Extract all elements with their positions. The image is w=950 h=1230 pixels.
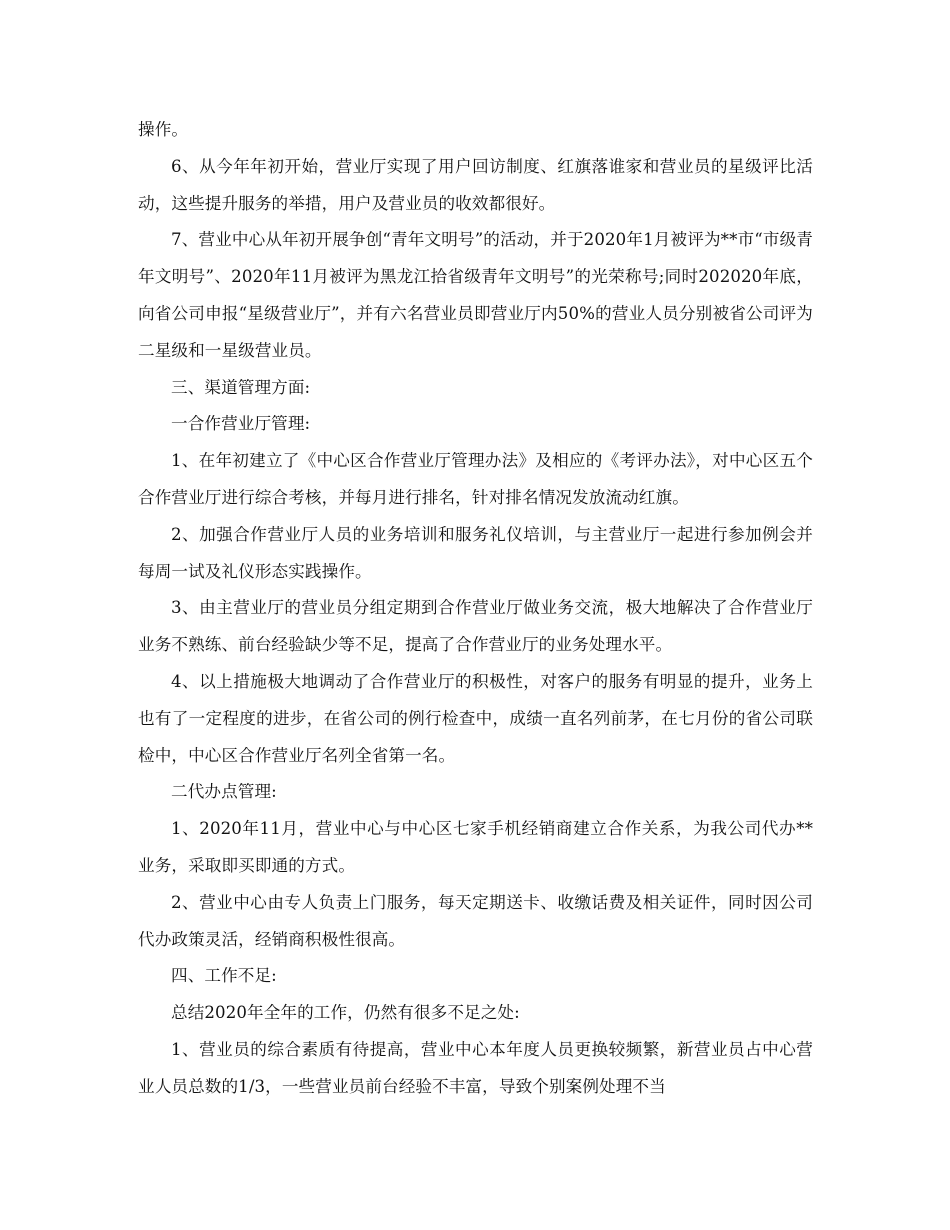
document-body [138,112,813,1106]
paragraph-item-7: 7、营业中心从年初开展争创“青年文明号”的活动，并于2020年1月被评为**市“市级青年文明号”、2020年11月被评为黑龙江拾省级青年文明号”的光荣称号;同时202020年底，向省公司申报“星级营业厅”，并有六名营业员即营业厅内50%的营业人员分别被省公司评为二星级和一星级营业员。 [138,230,813,360]
subheading-partner-halls: 一合作营业厅管理: [171,414,311,434]
paragraph-partner-item-3: 3、由主营业厅的营业员分组定期到合作营业厅做业务交流，极大地解决了合作营业厅业务不熟练、前台经验缺少等不足，提高了合作营业厅的业务处理水平。 [138,598,813,655]
paragraph-agency-item-1: 1、2020年11月，营业中心与中心区七家手机经销商建立合作关系，为我公司代办**业务，采取即买即通的方式。 [138,819,813,875]
section-heading-shortcomings: 四、工作不足: [171,966,277,986]
paragraph-continuation: 操作。 [138,120,189,139]
section-heading-channel-management: 三、渠道管理方面: [171,377,311,397]
paragraph-shortcoming-item-1: 1、营业员的综合素质有待提高，营业中心本年度人员更换较频繁，新营业员占中心营业人员总数的1/3，一些营业员前台经验不丰富，导致个别案例处理不当 [138,1039,813,1096]
paragraph-partner-item-2: 2、加强合作营业厅人员的业务培训和服务礼仪培训，与主营业厅一起进行参加例会并每周一试及礼仪形态实践操作。 [138,524,813,581]
subheading-agency-points: 二代办点管理: [171,782,277,802]
paragraph-partner-item-1: 1、在年初建立了《中心区合作营业厅管理办法》及相应的《考评办法》，对中心区五个合作营业厅进行综合考核，并每月进行排名，针对排名情况发放流动红旗。 [138,451,813,507]
paragraph-agency-item-2: 2、营业中心由专人负责上门服务，每天定期送卡、收缴话费及相关证件，同时因公司代办政策灵活，经销商积极性很高。 [138,892,813,949]
paragraph-partner-item-4: 4、以上措施极大地调动了合作营业厅的积极性，对客户的服务有明显的提升，业务上也有了一定程度的进步，在省公司的例行检查中，成绩一直名列前茅，在七月份的省公司联检中，中心区合作营业厅名列全省第一名。 [138,671,813,765]
paragraph-item-6: 6、从今年年初开始，营业厅实现了用户回访制度、红旗落谁家和营业员的星级评比活动，这些提升服务的举措，用户及营业员的收效都很好。 [138,156,813,213]
paragraph-summary-intro: 总结2020年全年的工作，仍然有很多不足之处: [171,1003,520,1023]
